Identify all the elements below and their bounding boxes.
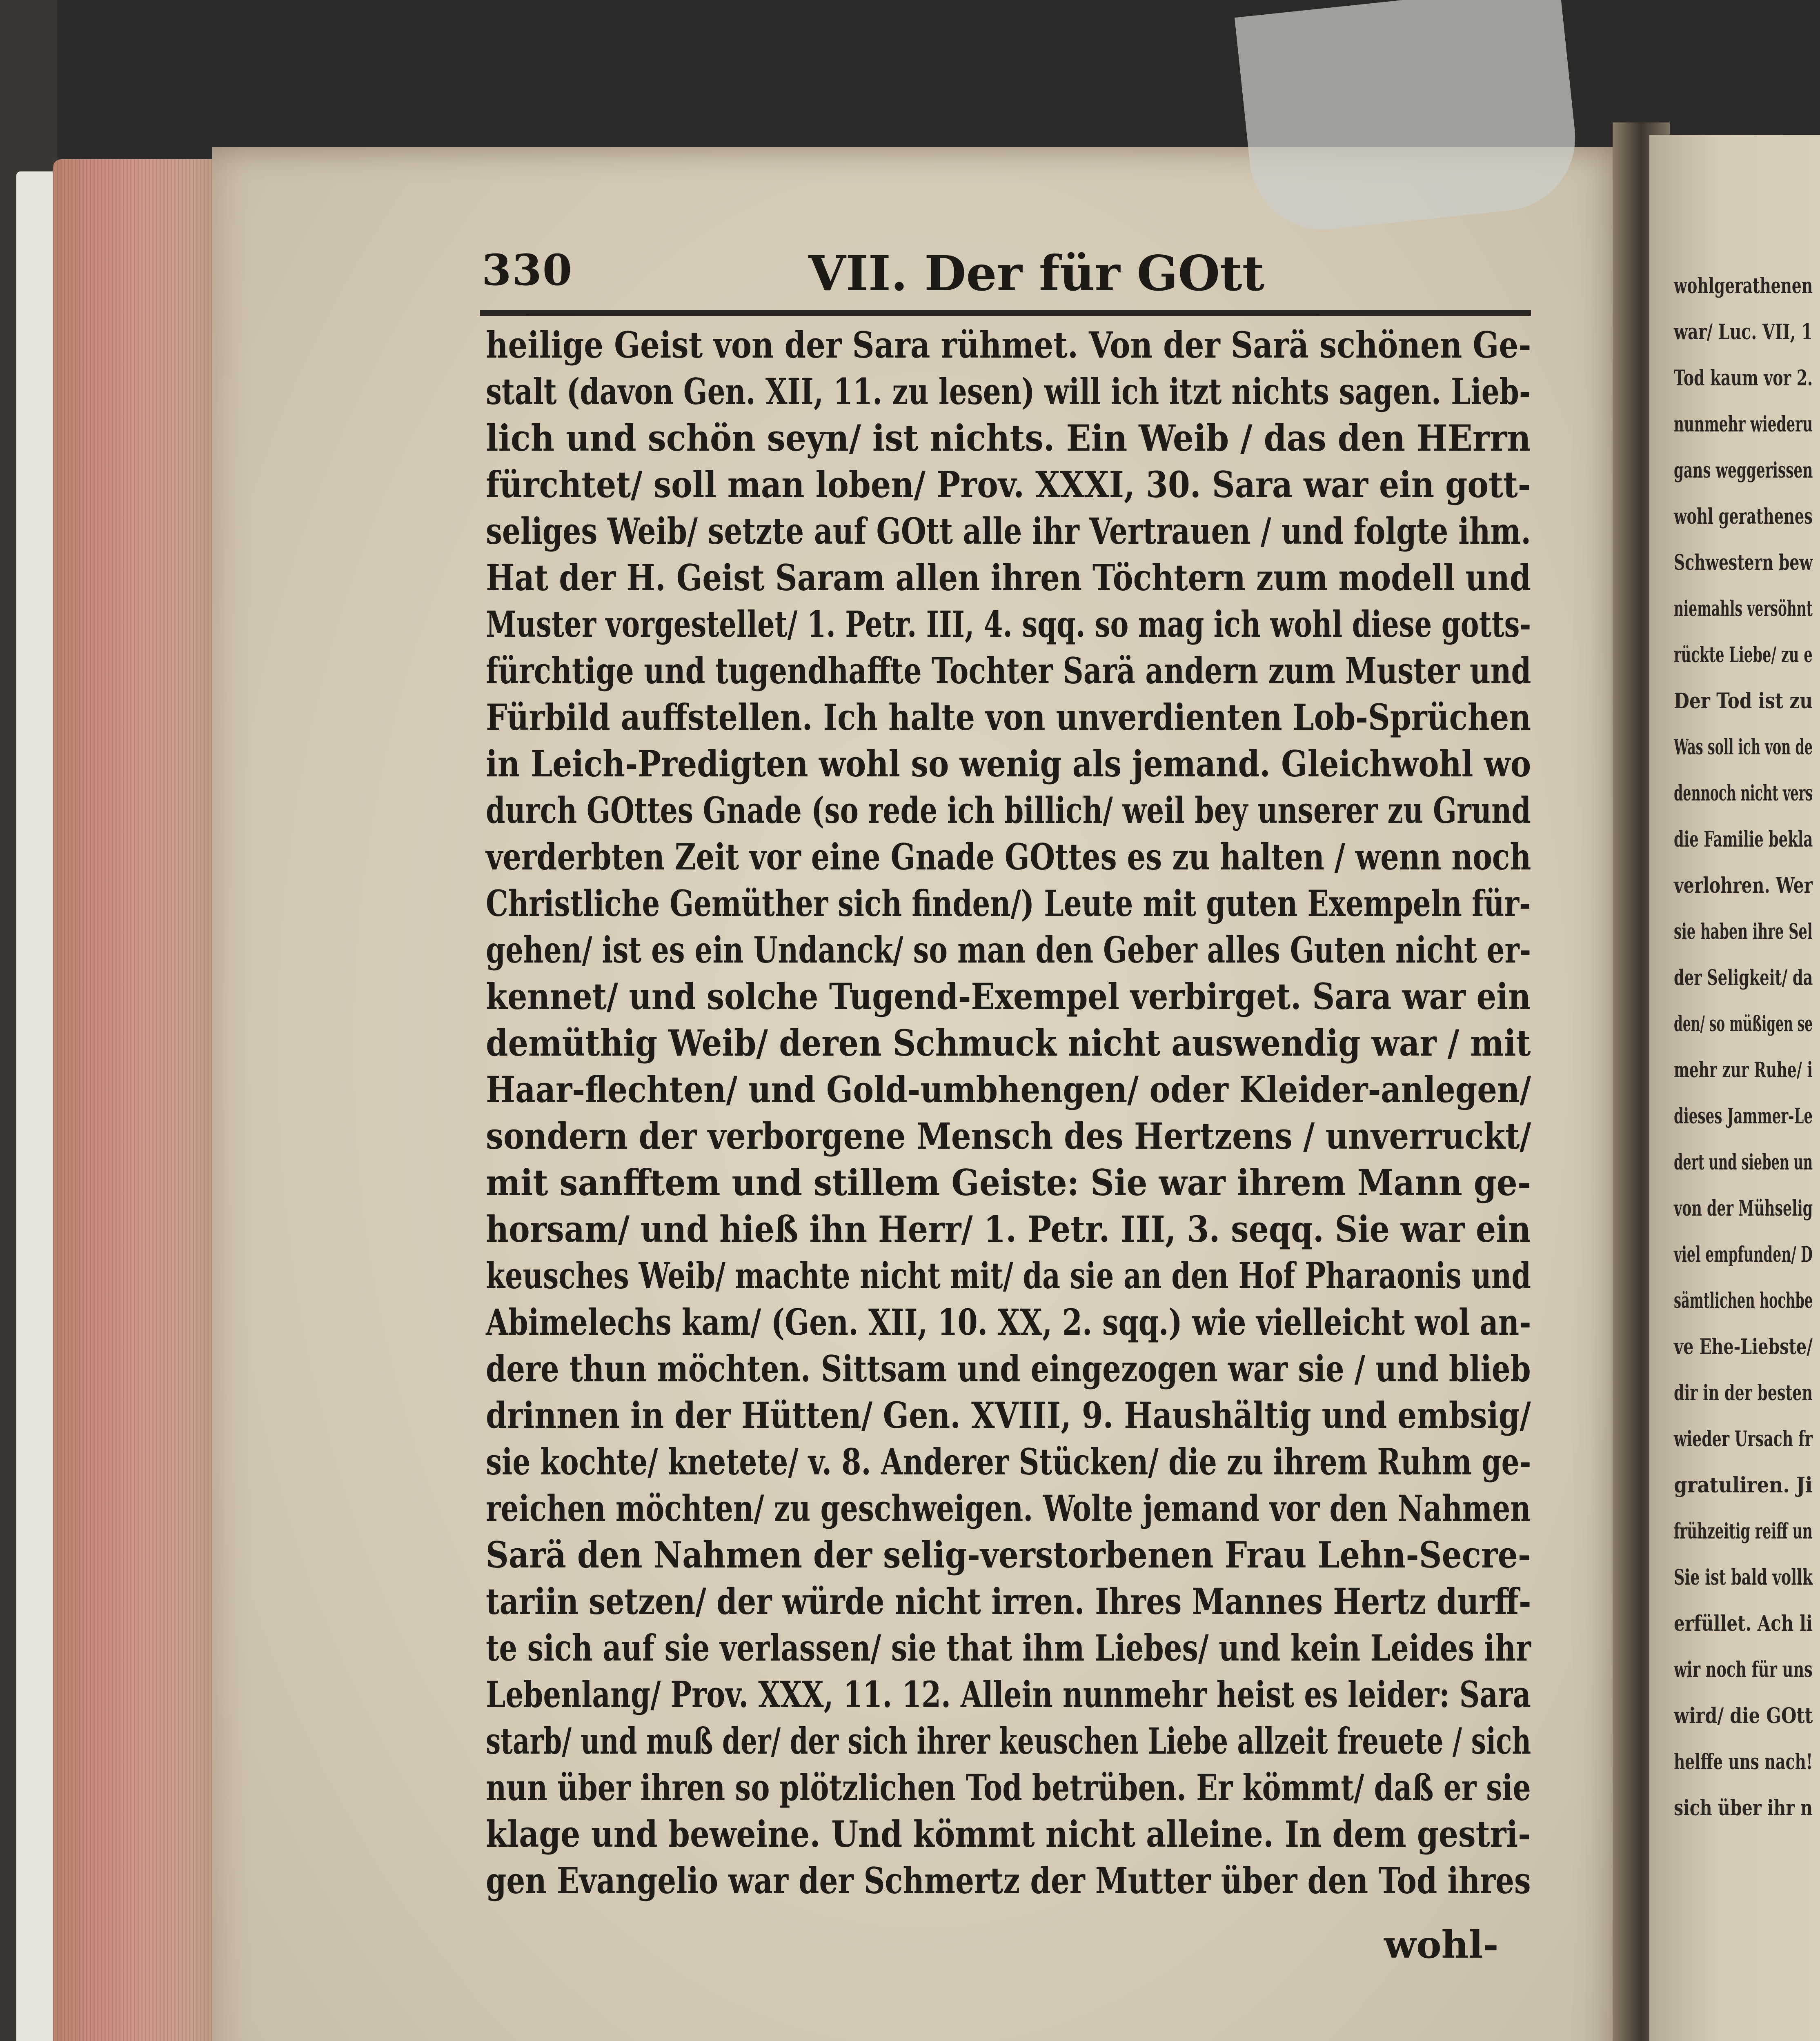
facing-page — [1649, 135, 1820, 2041]
facing-text-line: dennoch nicht vers — [1674, 781, 1813, 806]
text-line: Haar-flechten/ und Gold-umbhengen/ oder Kleider-anlegen/ — [486, 1068, 1531, 1111]
facing-text-line: wohl gerathenes — [1674, 504, 1813, 529]
text-line: Abimelechs kam/ (Gen. XII, 10. XX, 2. sqq.) wie vielleicht wol an- — [486, 1301, 1531, 1343]
text-line: nun über ihren so plötzlichen Tod betrüben. Er kömmt/ daß er sie — [486, 1766, 1531, 1809]
facing-text-line: Sie ist bald vollk — [1674, 1565, 1813, 1590]
catchword: wohl- — [1384, 1923, 1499, 1967]
facing-text-line: helffe uns nach! — [1674, 1750, 1813, 1774]
facing-text-line: sämtlichen hochbe — [1674, 1288, 1813, 1313]
facing-text-line: Was soll ich von de — [1674, 735, 1813, 760]
facing-text-line: rückte Liebe/ zu e — [1674, 643, 1813, 667]
text-line: reichen möchten/ zu geschweigen. Wolte jemand vor den Nahmen — [486, 1487, 1531, 1530]
text-line: demüthig Weib/ deren Schmuck nicht auswendig war / mit — [486, 1022, 1531, 1064]
text-line: lich und schön seyn/ ist nichts. Ein Weib / das den HErrn — [486, 417, 1531, 459]
text-line: tariin setzen/ der würde nicht irren. Ihres Mannes Hertz durff- — [486, 1580, 1531, 1623]
facing-text-line: der Seligkeit/ da — [1674, 965, 1813, 990]
text-line: klage und beweine. Und kömmt nicht alleine. In dem gestri- — [486, 1813, 1531, 1855]
facing-text-line: wohlgerathenen — [1674, 273, 1813, 298]
text-line: fürchtet/ soll man loben/ Prov. XXXI, 30. Sara war ein gott- — [486, 463, 1531, 506]
text-line: dere thun möchten. Sittsam und eingezogen war sie / und blieb — [486, 1347, 1531, 1390]
running-header — [482, 245, 1531, 302]
facing-text-line: erfüllet. Ach li — [1674, 1611, 1813, 1636]
text-line: starb/ und muß der/ der sich ihrer keuschen Liebe allzeit freuete / sich — [486, 1720, 1531, 1762]
text-line: mit sanfftem und stillem Geiste: Sie war ihrem Mann ge- — [486, 1161, 1531, 1204]
facing-text-line: frühzeitig reiff un — [1674, 1519, 1813, 1544]
text-line: sondern der verborgene Mensch des Hertzens / unverruckt/ — [486, 1115, 1531, 1157]
facing-text-line: wieder Ursach fr — [1674, 1427, 1813, 1452]
text-line: Christliche Gemüther sich finden/) Leute mit guten Exempeln für- — [486, 882, 1531, 925]
facing-text-line: mehr zur Ruhe/ i — [1674, 1058, 1813, 1083]
page-edges — [53, 159, 225, 2041]
facing-text-line: sie haben ihre Sel — [1674, 919, 1813, 944]
text-line: horsam/ und hieß ihn Herr/ 1. Petr. III, 3. seqq. Sie war ein — [486, 1208, 1531, 1250]
text-line: sie kochte/ knetete/ v. 8. Anderer Stücken/ die zu ihrem Ruhm ge- — [486, 1441, 1531, 1483]
header-rule — [480, 310, 1531, 316]
text-line: Fürbild auffstellen. Ich halte von unverdienten Lob-Sprüchen — [486, 696, 1531, 738]
facing-text-line: sich über ihr n — [1674, 1796, 1813, 1821]
facing-text-line: gratuliren. Ji — [1674, 1473, 1813, 1498]
text-line: keusches Weib/ machte nicht mit/ da sie an den Hof Pharaonis und — [486, 1254, 1531, 1297]
facing-text-line: wir noch für uns — [1674, 1657, 1813, 1682]
facing-text-line: verlohren. Wer — [1674, 873, 1813, 898]
text-line: in Leich-Predigten wohl so wenig als jemand. Gleichwohl wo — [486, 743, 1531, 785]
text-line: Muster vorgestellet/ 1. Petr. III, 4. sqq. so mag ich wohl diese gotts- — [486, 603, 1531, 645]
text-line: verderbten Zeit vor eine Gnade GOttes es zu halten / wenn noch — [486, 836, 1531, 878]
text-line: gehen/ ist es ein Undanck/ so man den Geber alles Guten nicht er- — [486, 929, 1531, 971]
running-title: VII. Der für GOtt — [808, 245, 1265, 302]
page-holder-clip-top — [1235, 0, 1582, 237]
facing-text-line: wird/ die GOtt — [1674, 1703, 1813, 1728]
facing-text-line: nunmehr wiederu — [1674, 412, 1813, 437]
facing-text-line: von der Mühselig — [1674, 1196, 1813, 1221]
text-line: Lebenlang/ Prov. XXX, 11. 12. Allein nunmehr heist es leider: Sara — [486, 1673, 1531, 1716]
facing-text-line: niemahls versöhnt — [1674, 596, 1813, 621]
text-line: te sich auf sie verlassen/ sie that ihm Liebes/ und kein Leides ihr — [486, 1627, 1531, 1669]
facing-text-line: den/ so müßigen se — [1674, 1012, 1813, 1036]
facing-text-line: Tod kaum vor 2. — [1674, 366, 1813, 391]
facing-text-line: dert und sieben un — [1674, 1150, 1813, 1175]
text-line: fürchtige und tugendhaffte Tochter Sarä andern zum Muster und — [486, 649, 1531, 692]
text-line: stalt (davon Gen. XII, 11. zu lesen) will ich itzt nichts sagen. Lieb- — [486, 370, 1531, 413]
facing-text-line: die Familie bekla — [1674, 827, 1813, 852]
facing-text-line: gans weggerissen — [1674, 458, 1813, 483]
page-number: 330 — [482, 245, 573, 295]
text-line: Sarä den Nahmen der selig-verstorbenen Frau Lehn-Secre- — [486, 1534, 1531, 1576]
text-line: Hat der H. Geist Saram allen ihren Töchtern zum modell und — [486, 556, 1531, 599]
facing-text-line: ve Ehe-Liebste/ — [1674, 1334, 1813, 1359]
facing-text-line: viel empfunden/ D — [1674, 1242, 1813, 1267]
text-line: drinnen in der Hütten/ Gen. XVIII, 9. Haushältig und embsig/ — [486, 1394, 1531, 1436]
facing-text-line: Schwestern bew — [1674, 550, 1813, 575]
text-line: kennet/ und solche Tugend-Exempel verbirget. Sara war ein — [486, 975, 1531, 1018]
facing-text-line: Der Tod ist zu — [1674, 689, 1813, 714]
text-line: heilige Geist von der Sara rühmet. Von der Sarä schönen Ge- — [486, 324, 1531, 366]
text-line: seliges Weib/ setzte auf GOtt alle ihr Vertrauen / und folgte ihm. — [486, 510, 1531, 552]
text-line: gen Evangelio war der Schmertz der Mutter über den Tod ihres — [486, 1859, 1531, 1902]
facing-text-line: war/ Luc. VII, 1 — [1674, 320, 1813, 345]
facing-text-line: dir in der besten — [1674, 1381, 1813, 1405]
text-line: durch GOttes Gnade (so rede ich billich/ weil bey unserer zu Grund — [486, 789, 1531, 832]
body-text — [486, 322, 1539, 1914]
facing-text-line: dieses Jammer-Le — [1674, 1104, 1813, 1129]
